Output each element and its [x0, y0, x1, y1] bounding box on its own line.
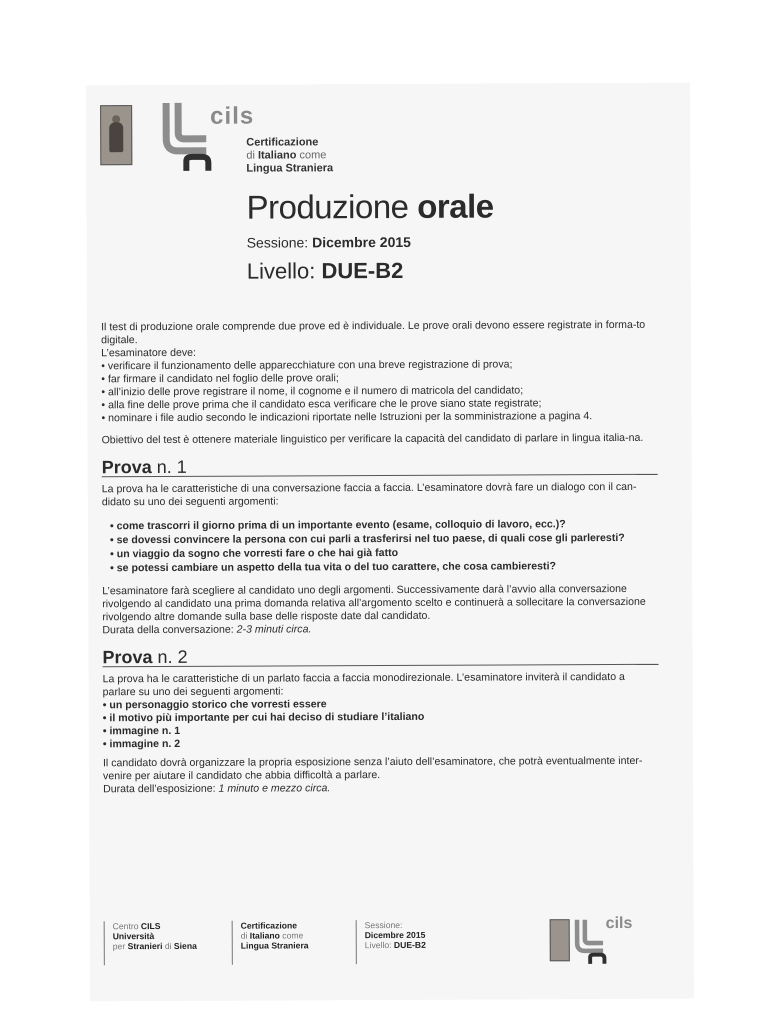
- level-label: Livello:: [246, 258, 322, 284]
- prova-1-heading: [101, 456, 658, 478]
- list-item: • immagine n. 1: [103, 723, 659, 738]
- list-item: • se dovessi convincere la persona con cui parli a trasferirsi nel tuo paese, di quali cose gli parleresti?: [110, 531, 658, 547]
- footer-certification-info: Certificazione di Italiano come Lingua Straniera: [232, 920, 309, 964]
- footer-logo-wordmark: cils: [605, 914, 633, 933]
- logo-line-3: Lingua Straniera: [246, 162, 334, 175]
- title-bold: orale: [417, 187, 494, 225]
- list-item: • come trascorri il giorno prima di un importante evento (esame, colloquio di lavoro, ecc.)?: [110, 517, 658, 533]
- prova-2-duration-label: Durata dell’esposizione:: [103, 782, 219, 796]
- prova-1-duration-value: 2-3 minuti circa.: [236, 623, 312, 636]
- list-item: • verificare il funzionamento delle apparecchiature con una breve registrazione di prova;: [101, 358, 657, 373]
- prova-1-instructions: L’esaminatore farà scegliere al candidato uno degli argomenti. Successivamente darà l’avvio alla conversazione rivolgendo al candidato una prima domanda relativa all’argomento scelto e continuerà a sollecitare la conversazione rivolgendo altre domande sulla base delle risposte date dal candidato.: [102, 582, 646, 624]
- session-value: Dicembre 2015: [312, 233, 411, 251]
- session-line: [247, 234, 411, 251]
- prova-1-heading-bold: Prova: [101, 457, 152, 478]
- saint-image: [100, 105, 132, 165]
- page-title: [246, 188, 493, 227]
- list-item: • nominare i file audio secondo le indicazioni riportate nelle Istruzioni per la somministrazione a pagina 4.: [101, 410, 657, 425]
- examiner-duties-label: L’esaminatore deve:: [101, 346, 197, 360]
- list-item: • far firmare il candidato nel foglio delle prove orali;: [101, 371, 657, 386]
- footer-cils-logo-icon: [574, 917, 608, 965]
- list-item: • un personaggio storico che vorresti essere: [103, 697, 659, 712]
- prova-2-heading: [102, 646, 658, 668]
- prova-2-heading-bold: Prova: [102, 647, 153, 668]
- logo-line-2: di Italiano come: [246, 149, 327, 162]
- prova-2-intro: La prova ha le caratteristiche di un parlato faccia a faccia monodirezionale. L’esaminatore inviterà il candidato a parlare su uno dei seguenti argomenti:: [102, 670, 625, 699]
- exam-page: [86, 83, 694, 1002]
- logo-wordmark: cils: [210, 102, 255, 130]
- examiner-duties-list: [101, 358, 657, 425]
- prova-1-intro: La prova ha le caratteristiche di una conversazione faccia a faccia. L’esaminatore dovrà fare un dialogo con il can-didato su uno dei seguenti argomenti:: [101, 480, 637, 509]
- page-footer: [104, 914, 664, 981]
- footer-center-info: Centro CILS Università per Stranieri di Siena: [104, 921, 197, 965]
- intro-paragraph: Il test di produzione orale comprende due prove ed è individuale. Le prove orali devono essere registrate in forma-to digitale.: [101, 318, 646, 347]
- prova-1-duration: [102, 622, 658, 637]
- prova-1-duration-label: Durata della conversazione:: [102, 623, 237, 637]
- prova-2-duration: [103, 781, 659, 796]
- list-item: • alla fine delle prove prima che il candidato esca verificare che le prove siano state registrate;: [101, 397, 657, 412]
- prova-2-heading-number: n. 2: [152, 646, 188, 668]
- logo-line-1: Certificazione: [246, 136, 319, 149]
- figure-body: [109, 122, 123, 152]
- list-item: • all’inizio delle prove registrare il nome, il cognome e il numero di matricola del candidato;: [101, 384, 657, 399]
- prova-1-topics: [110, 517, 658, 575]
- logo-subtitle: [246, 136, 333, 175]
- document-body: [101, 319, 659, 796]
- footer-saint-image: [550, 919, 570, 961]
- list-item: • un viaggio da sogno che vorresti fare o che hai già fatto: [110, 545, 658, 561]
- footer-session-info: Sessione: Dicembre 2015 Livello: DUE-B2: [356, 920, 426, 964]
- prova-1-heading-number: n. 1: [151, 456, 187, 478]
- list-item: • il motivo più importante per cui hai deciso di studiare l’italiano: [103, 710, 659, 725]
- list-item: • se potessi cambiare un aspetto della tua vita o del tuo carattere, che cosa cambieresti?: [110, 559, 658, 575]
- prova-2-duration-value: 1 minuto e mezzo circa.: [218, 782, 331, 795]
- session-label: Sessione:: [246, 234, 313, 251]
- prova-2-topics: [103, 697, 659, 751]
- objective-paragraph: Obiettivo del test è ottenere materiale linguistico per verificare la capacità del candidato di parlare in lingua italia-na.: [101, 431, 644, 447]
- prova-2-instructions: Il candidato dovrà organizzare la propria esposizione senza l’aiuto dell’esaminatore, che potrà eventualmente inter-venire per aiutare il candidato che abbia difficoltà a parlare.: [102, 754, 643, 783]
- level-value: DUE-B2: [321, 257, 404, 284]
- cils-logo-icon: [162, 99, 212, 173]
- title-light: Produzione: [246, 187, 418, 226]
- level-line: [247, 258, 404, 285]
- list-item: • immagine n. 2: [103, 736, 659, 751]
